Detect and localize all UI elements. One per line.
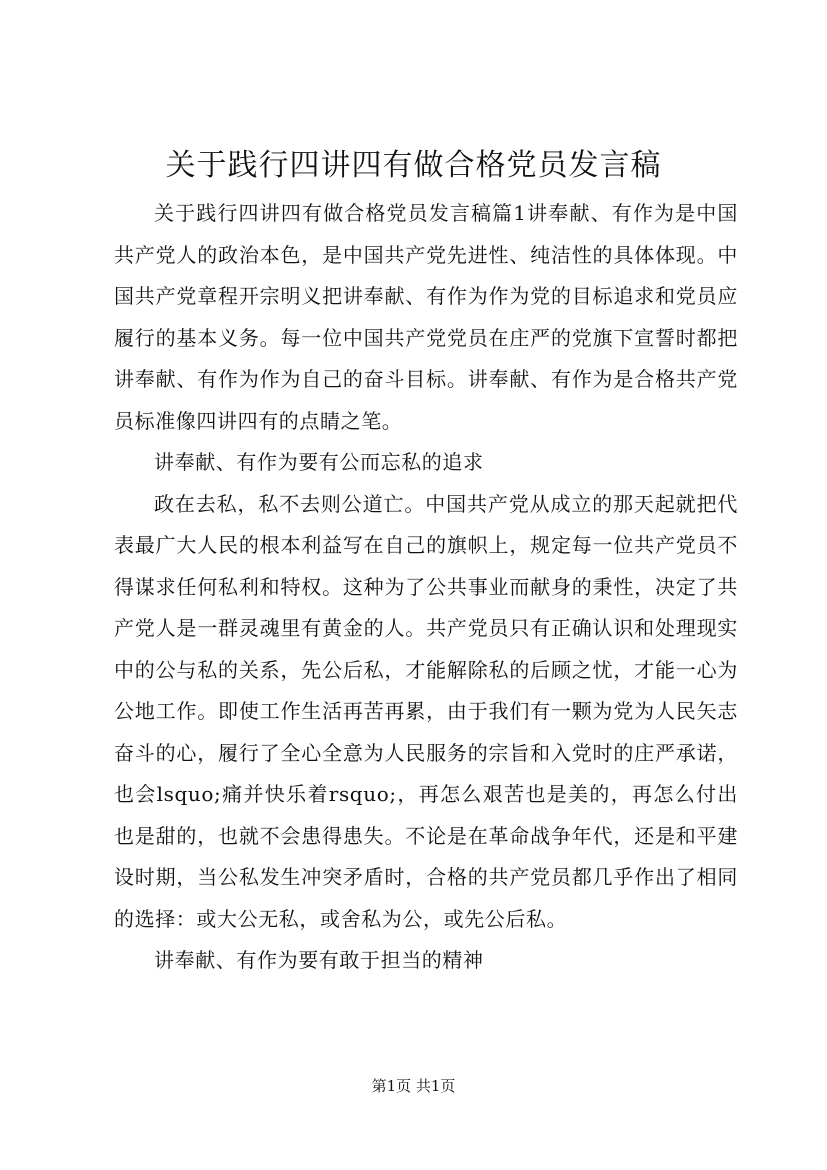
section-heading-responsibility: 讲奉献、有作为要有敢于担当的精神: [154, 948, 484, 972]
document-title: 关于践行四讲四有做合格党员发言稿: [165, 148, 662, 183]
paragraph-selfless: 政在去私，私不去则公道亡。中国共产党从成立的那天起就把代表最广大人民的根本利益写在自己的旗帜上，规定每一位共产党员不得谋求任何私利和特权。这种为了公共事业而献身的秉性，决定了共产党人是一群灵魂里有黄金的人。共产党员只有正确认识和处理现实中的公与私的关系，先公后私，才能解除私的后顾之忧，才能一心为公地工作。即使工作生活再苦再累，由于我们有一颗为党为人民矢志奋斗的心，履行了全心全意为人民服务的宗旨和入党时的庄严承诺，也会lsquo;痛并快乐着rsquo;，再怎么艰苦也是美的，再怎么付出也是甜的，也就不会患得患失。不论是在革命战争年代，还是和平建设时期，当公私发生冲突矛盾时，合格的共产党员都几乎作出了相同的选择：或大公无私，或舍私为公，或先公后私。: [114, 491, 738, 931]
page-footer: 第1页 共1页: [371, 1077, 456, 1095]
section-heading-selfless: 讲奉献、有作为要有公而忘私的追求: [154, 450, 484, 474]
paragraph-intro: 关于践行四讲四有做合格党员发言稿篇1讲奉献、有作为是中国共产党人的政治本色，是中国共产党先进性、纯洁性的具体体现。中国共产党章程开宗明义把讲奉献、有作为作为党的目标追求和党员应履行的基本义务。每一位中国共产党党员在庄严的党旗下宣誓时都把讲奉献、有作为作为自己的奋斗目标。讲奉献、有作为是合格共产党员标准像四讲四有的点睛之笔。: [114, 201, 738, 433]
document-body: [114, 193, 738, 982]
